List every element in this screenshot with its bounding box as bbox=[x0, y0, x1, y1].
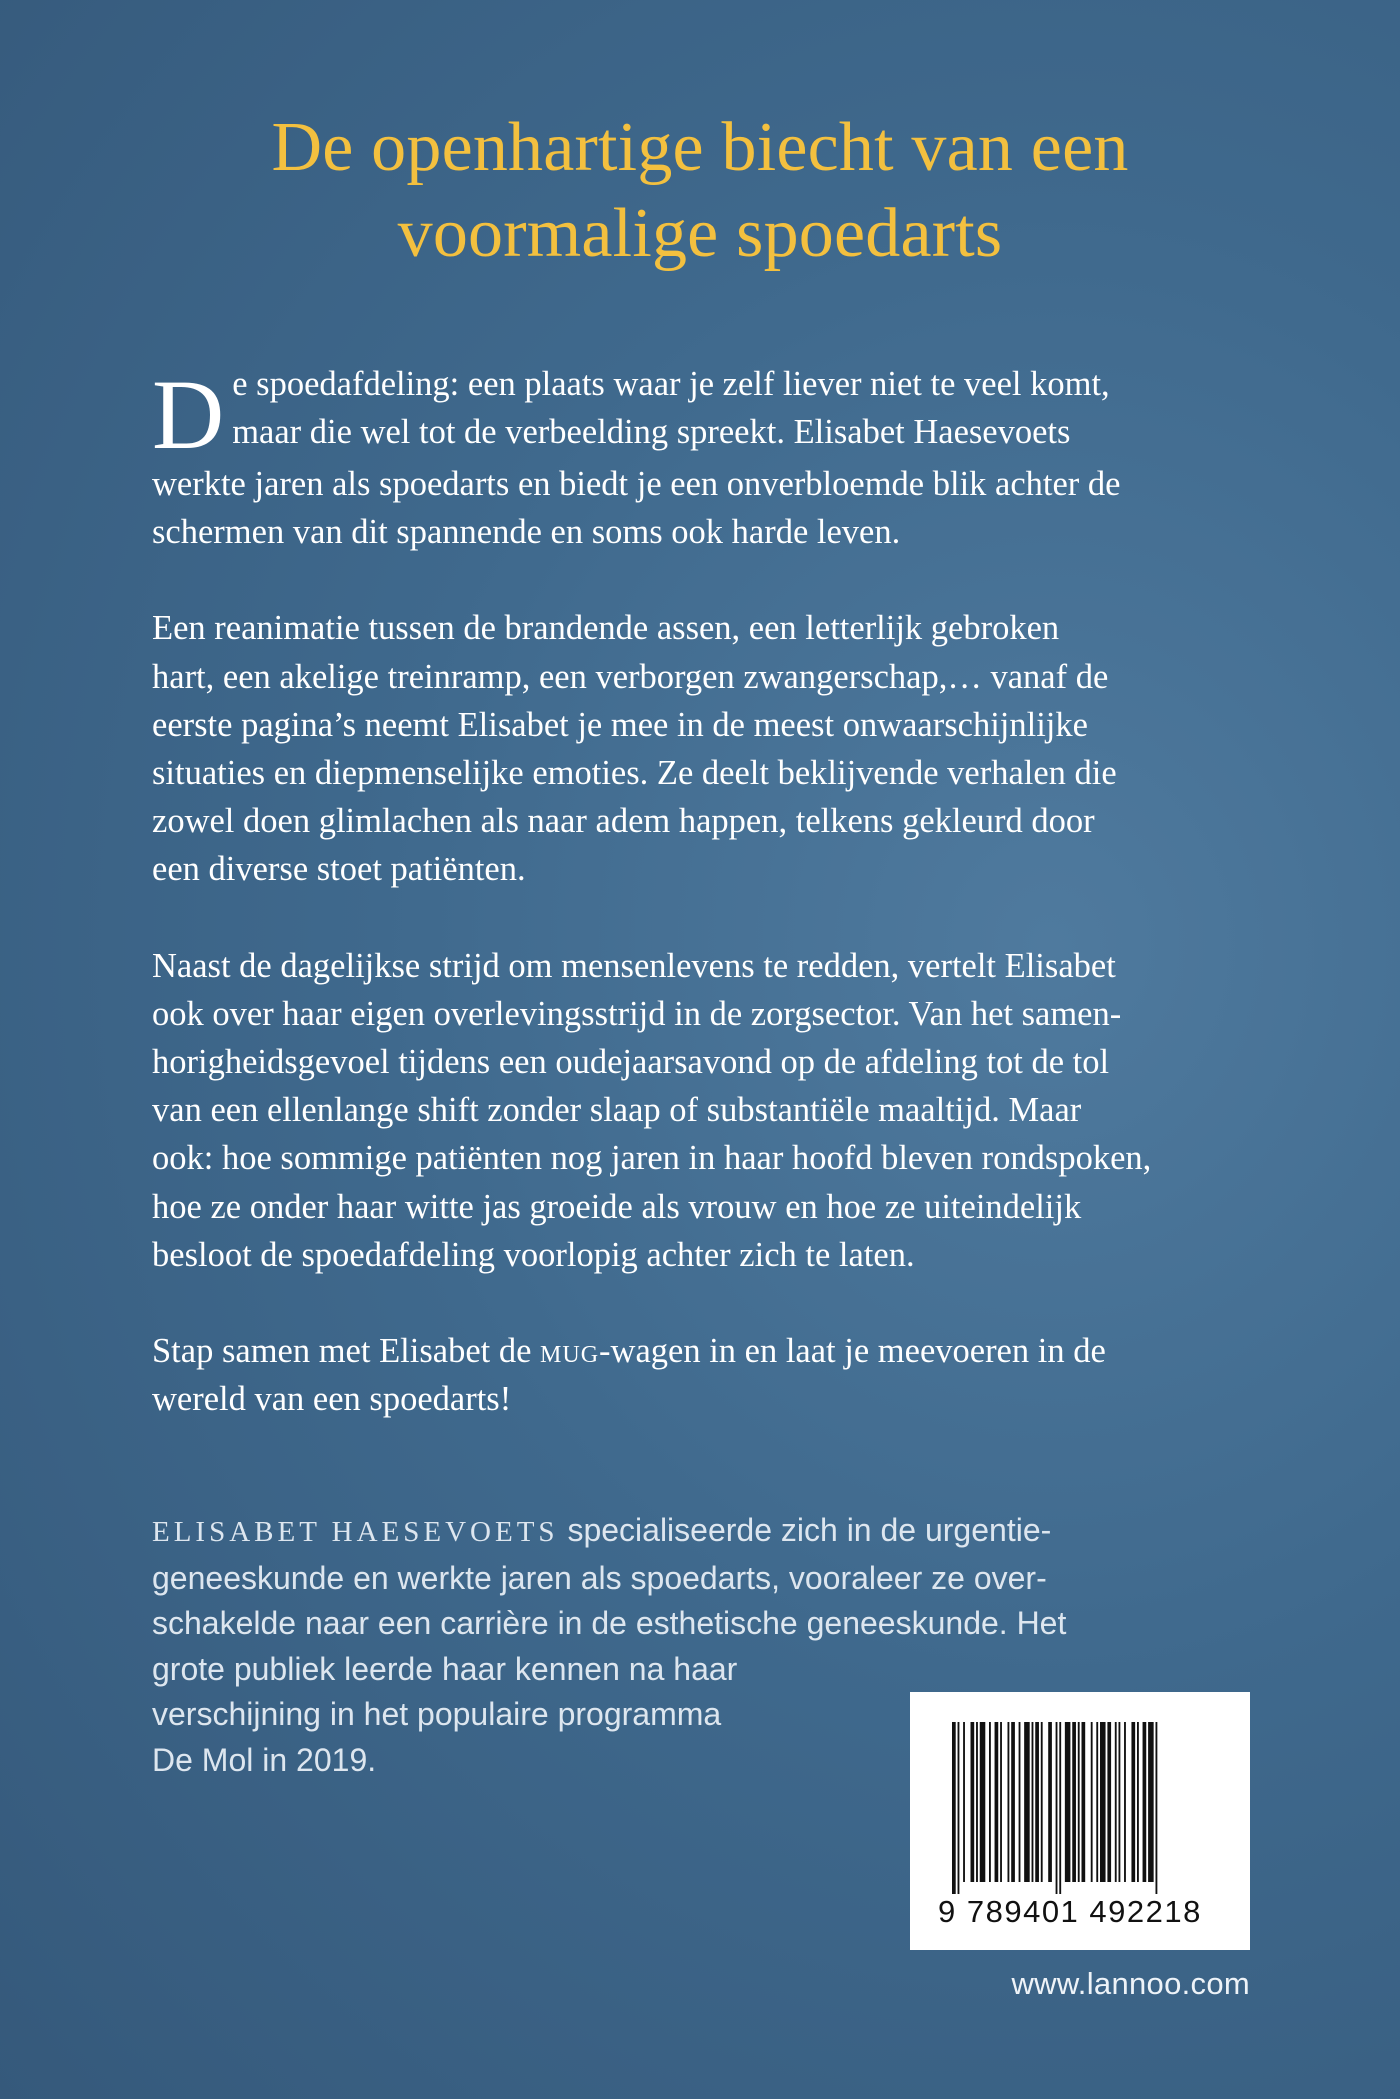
paragraph-3-line-5: ook: hoe sommige patiënten nog jaren in haar hoofd bleven rondspoken, bbox=[152, 1139, 1152, 1178]
headline-line-2: voormalige spoedarts bbox=[397, 195, 1003, 272]
barcode-bar bbox=[1115, 1722, 1117, 1882]
barcode-bar bbox=[1143, 1722, 1147, 1882]
barcode-bar bbox=[1156, 1722, 1158, 1894]
paragraph-3-line-1: Naast de dagelijkse strijd om mensenlevens te redden, vertelt Elisabet bbox=[152, 946, 1116, 985]
publisher-website: www.lannoo.com bbox=[1011, 1966, 1250, 2001]
paragraph-2-line-3: eerste pagina’s neemt Elisabet je mee in de meest onwaarschijnlijke bbox=[152, 705, 1088, 744]
bio-author-name: ELISABET HAESEVOETS bbox=[152, 1516, 559, 1548]
barcode-bar bbox=[1008, 1722, 1010, 1882]
paragraph-4-line-1-start: Stap samen met Elisabet de bbox=[152, 1332, 541, 1371]
paragraph-4 bbox=[152, 1327, 1252, 1423]
barcode-bar bbox=[1119, 1722, 1121, 1882]
paragraph-2-line-6: een diverse stoet patiënten. bbox=[152, 850, 526, 889]
bio-line-1 bbox=[152, 1508, 1272, 1556]
barcode-bar bbox=[1091, 1722, 1093, 1882]
blurb-body bbox=[152, 360, 1252, 1471]
barcode-bar bbox=[1056, 1722, 1058, 1894]
barcode-bar bbox=[971, 1722, 975, 1882]
barcode-bar bbox=[995, 1722, 999, 1882]
barcode-bar bbox=[1011, 1722, 1015, 1882]
bio-line-5: verschijning in het populaire programma bbox=[152, 1696, 722, 1732]
barcode-bar bbox=[1131, 1722, 1135, 1882]
paragraph-2-line-1: Een reanimatie tussen de brandende assen, een letterlijk gebroken bbox=[152, 609, 1060, 648]
bio-line-3: schakelde naar een carrière in de esthetische geneeskunde. Het bbox=[152, 1605, 1067, 1641]
isbn-barcode bbox=[910, 1692, 1250, 1950]
barcode-bar bbox=[976, 1722, 978, 1882]
paragraph-3-line-6: hoe ze onder haar witte jas groeide als vrouw en hoe ze uiteindelijk bbox=[152, 1187, 1082, 1226]
barcode-bar bbox=[1032, 1722, 1034, 1882]
barcode-bar bbox=[1048, 1722, 1052, 1882]
barcode-bar bbox=[1107, 1722, 1111, 1882]
paragraph-1-line-1: e spoedafdeling: een plaats waar je zelf liever niet te veel komt, bbox=[232, 365, 1110, 403]
barcode-bar bbox=[1072, 1722, 1076, 1882]
barcode-bar bbox=[1082, 1722, 1086, 1882]
bio-line-4: grote publiek leerde haar kennen na haar bbox=[152, 1650, 738, 1687]
barcode-bar bbox=[1096, 1722, 1098, 1882]
bio-line-1-rest: specialiseerde zich in de urgentie- bbox=[558, 1512, 1052, 1548]
paragraph-1-line-2: maar die wel tot de verbeelding spreekt. Elisabet Haesevoets bbox=[232, 413, 1071, 452]
paragraph-4-line-2: wereld van een spoedarts! bbox=[152, 1380, 512, 1419]
barcode-bar bbox=[1024, 1722, 1030, 1882]
paragraph-3-line-7: besloot de spoedafdeling voorlopig achter zich te laten. bbox=[152, 1235, 915, 1274]
barcode-bar bbox=[980, 1722, 986, 1882]
bio-line-2: geneeskunde en werkte jaren als spoedarts, vooraleer ze over- bbox=[152, 1559, 1047, 1596]
paragraph-2-line-5: zowel doen glimlachen als naar adem happen, telkens gekleurd door bbox=[152, 802, 1095, 841]
paragraph-2 bbox=[152, 604, 1252, 893]
paragraph-1-line-4: schermen van dit spannende en soms ook harde leven. bbox=[152, 513, 901, 552]
headline bbox=[0, 105, 1400, 277]
paragraph-3-line-4: van een ellenlange shift zonder slaap of substantiële maaltijd. Maar bbox=[152, 1091, 1082, 1130]
drop-cap: D bbox=[152, 359, 225, 470]
paragraph-3-line-3: horigheidsgevoel tijdens een oudejaarsavond op de afdeling tot de tol bbox=[152, 1043, 1110, 1082]
bio-line-6: De Mol in 2019. bbox=[152, 1741, 377, 1778]
barcode-bar bbox=[1041, 1722, 1043, 1882]
paragraph-2-line-4: situaties en diepmenselijke emoties. Ze deelt beklijvende verhalen die bbox=[152, 754, 1117, 793]
barcode-bar bbox=[1124, 1722, 1126, 1882]
barcode-bar bbox=[1065, 1722, 1071, 1882]
paragraph-2-line-2: hart, een akelige treinramp, een verborgen zwangerschap,… vanaf de bbox=[152, 657, 1109, 696]
barcode-bar bbox=[1100, 1722, 1106, 1882]
paragraph-4-line-1 bbox=[152, 1327, 1252, 1375]
barcode-bar bbox=[1059, 1722, 1061, 1894]
barcode-bar bbox=[1148, 1722, 1154, 1882]
barcode-bar bbox=[1000, 1722, 1002, 1882]
paragraph-4-line-1-end: -wagen in en laat je meevoeren in de bbox=[599, 1332, 1106, 1371]
mug-smallcaps: mug bbox=[540, 1332, 600, 1371]
barcode-bar bbox=[963, 1722, 965, 1882]
headline-line-1: De openhartige biecht van een bbox=[271, 109, 1129, 186]
barcode-bar bbox=[1137, 1722, 1139, 1882]
barcode-bar bbox=[1035, 1722, 1039, 1882]
barcode-bar bbox=[989, 1722, 991, 1882]
paragraph-3 bbox=[152, 942, 1252, 1279]
isbn-number: 9 789401 492218 bbox=[938, 1894, 1202, 1929]
barcode-bar bbox=[958, 1722, 960, 1894]
barcode-bar bbox=[1078, 1722, 1080, 1882]
paragraph-3-line-2: ook over haar eigen overlevingsstrijd in de zorgsector. Van het samen- bbox=[152, 994, 1122, 1033]
barcode-bar bbox=[1019, 1722, 1021, 1882]
paragraph-1 bbox=[152, 360, 1252, 556]
barcode-bar bbox=[952, 1722, 956, 1894]
barcode-bars bbox=[952, 1722, 1208, 1894]
paragraph-1-line-3: werkte jaren als spoedarts en biedt je een onverbloemde blik achter de bbox=[152, 465, 1121, 503]
